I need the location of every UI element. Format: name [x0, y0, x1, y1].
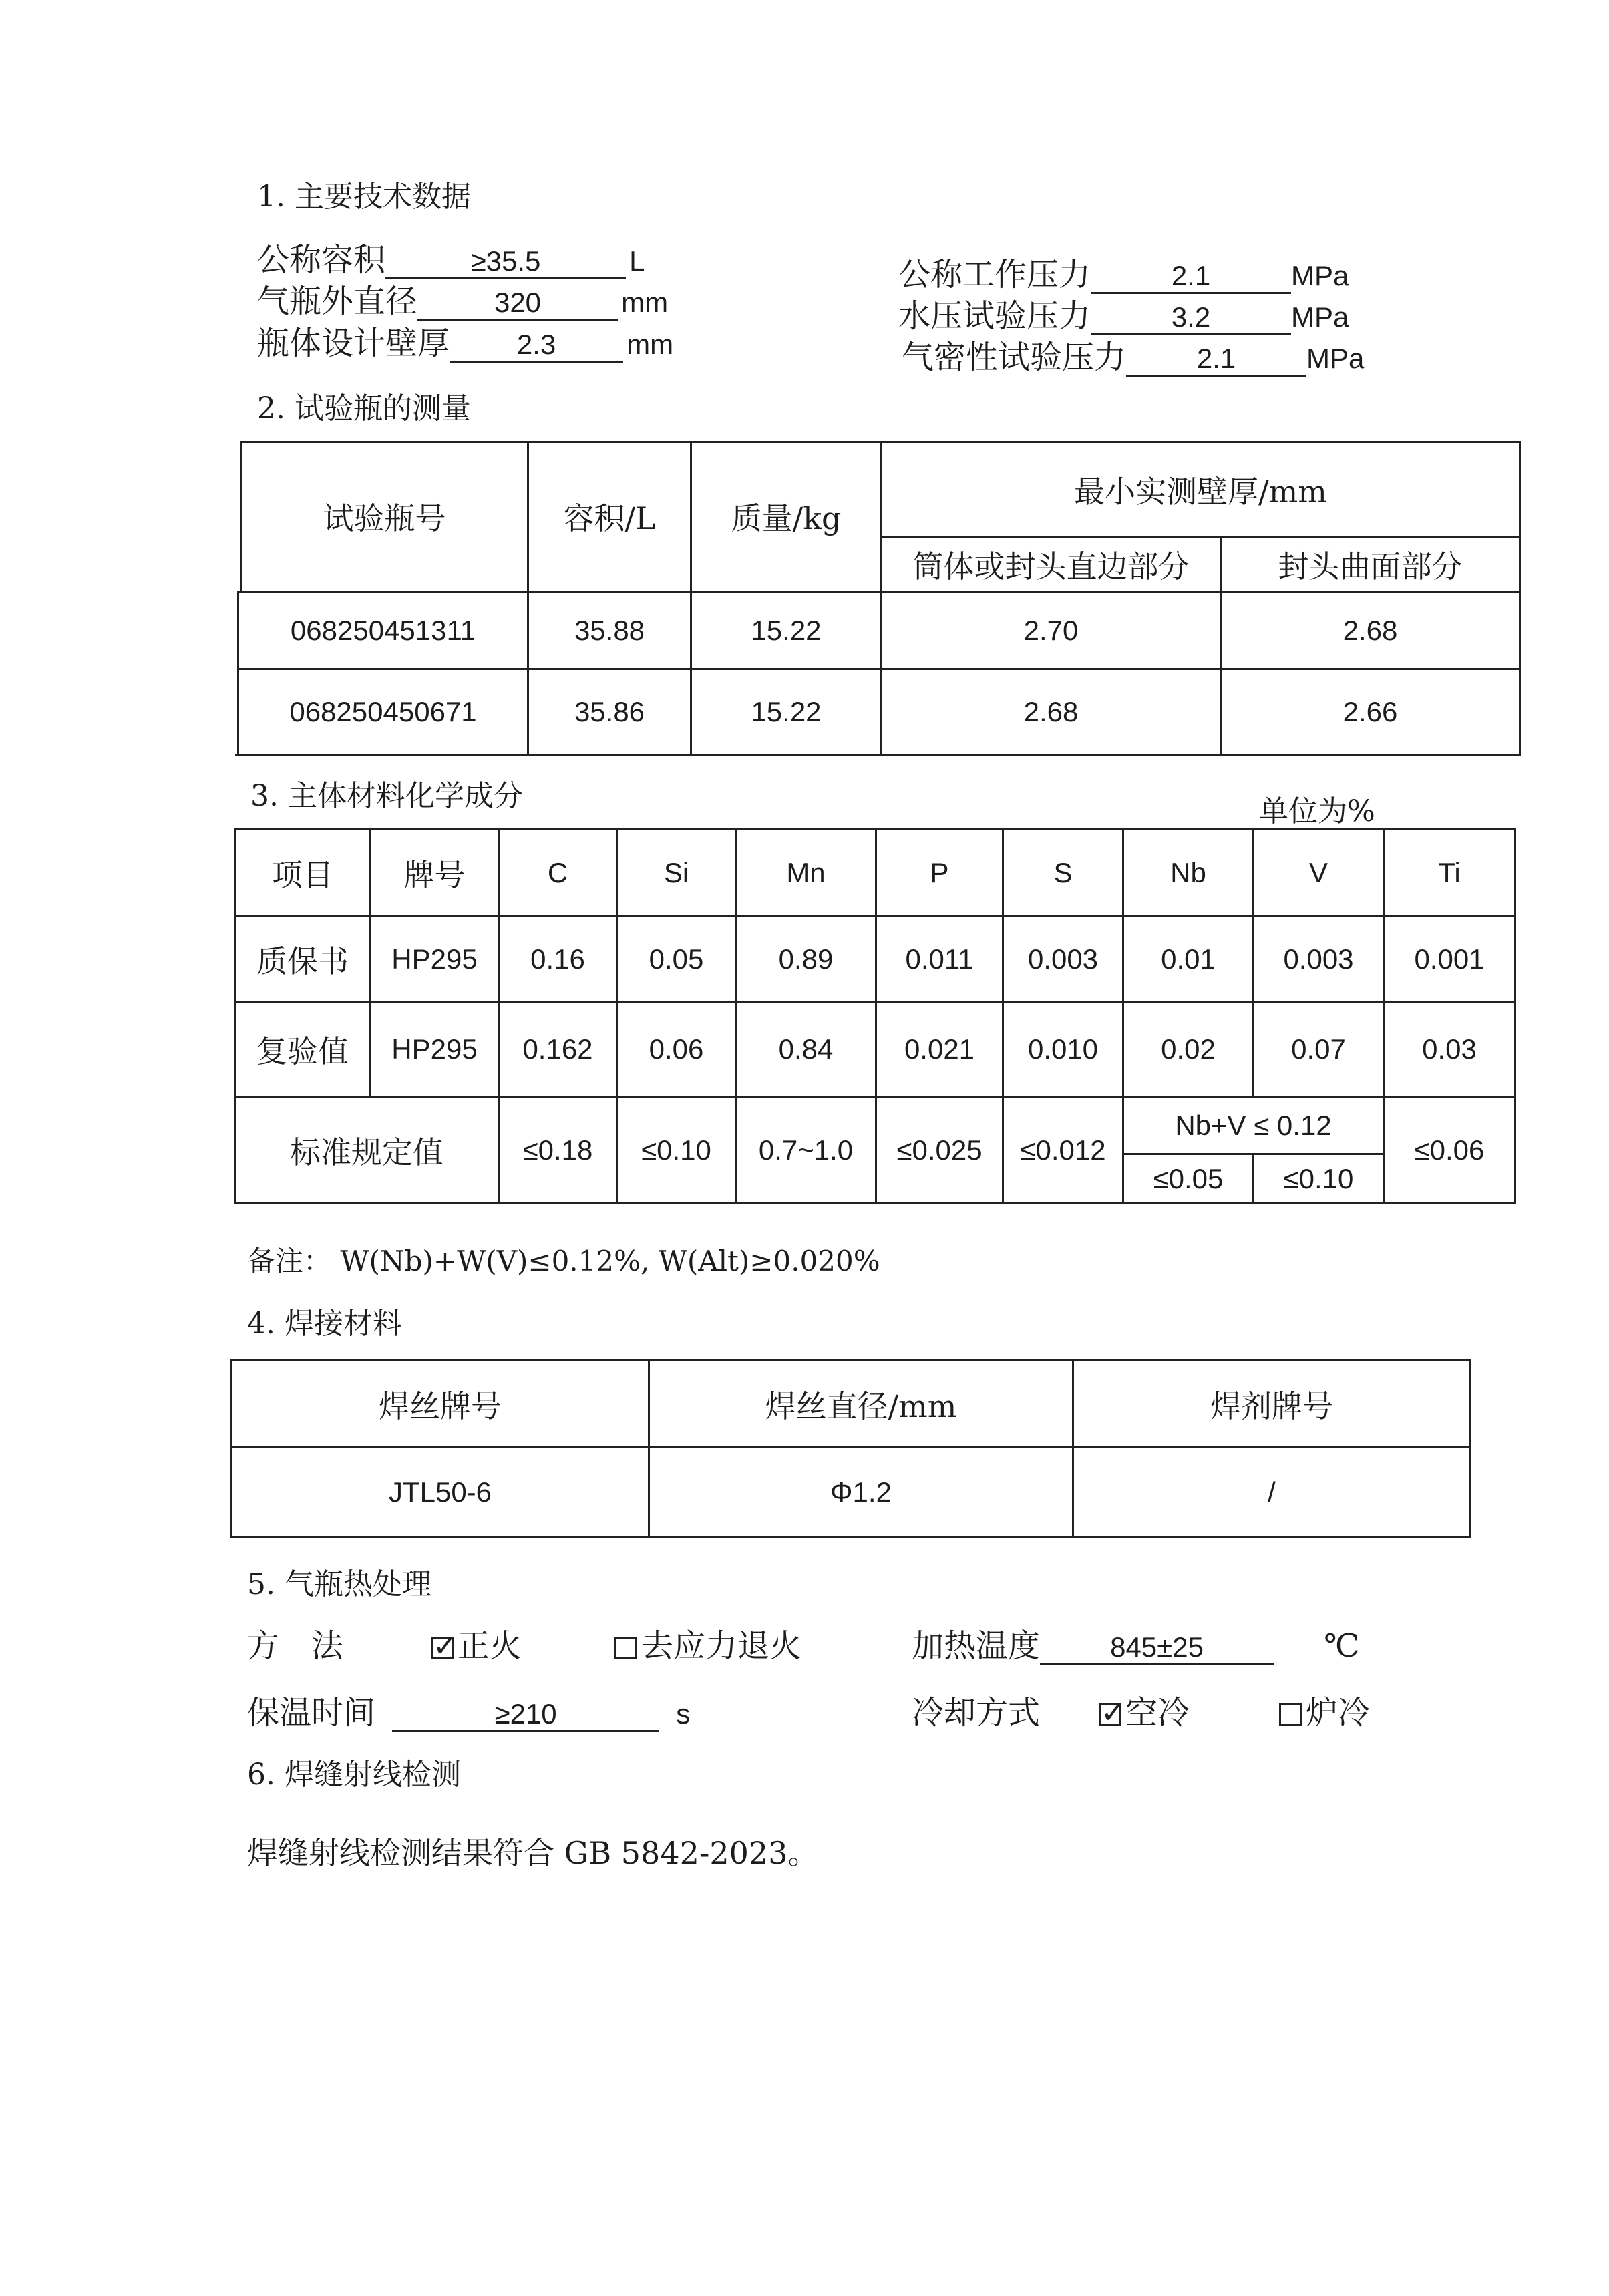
- mn-cell: 0.89: [778, 943, 834, 975]
- c-cell: 0.162: [522, 1033, 593, 1065]
- section-6-heading: 6. 焊缝射线检测: [247, 1758, 461, 1792]
- curved-cell: 2.66: [1343, 695, 1398, 727]
- ti-cell: 0.001: [1414, 943, 1485, 975]
- unit-note: 单位为%: [1259, 794, 1375, 828]
- section-3-heading: 3. 主体材料化学成分: [250, 779, 523, 813]
- s-cell: 0.010: [1027, 1033, 1099, 1065]
- std-mn: 0.7~1.0: [758, 1134, 854, 1166]
- furnace-cool-option[interactable]: [1279, 1687, 1370, 1733]
- work-pressure-row: [898, 249, 1349, 295]
- hold-unit: s: [676, 1698, 691, 1730]
- hold-row: [247, 1687, 690, 1733]
- header-bottle-no: 试验瓶号: [323, 500, 446, 536]
- wire-diameter-cell: Φ1.2: [830, 1476, 892, 1508]
- si-cell: 0.05: [649, 943, 704, 975]
- work-pressure-value: 2.1: [1091, 260, 1291, 294]
- chem-header-nb: Nb: [1170, 856, 1206, 888]
- chem-header-ti: Ti: [1438, 856, 1461, 888]
- hydro-pressure-value: 3.2: [1091, 301, 1291, 335]
- chem-header-grade: 牌号: [403, 856, 466, 893]
- temp-row: [912, 1620, 1360, 1666]
- leak-pressure-row: [902, 331, 1364, 377]
- nb-cell: 0.01: [1161, 943, 1216, 975]
- v-cell: 0.07: [1291, 1033, 1346, 1065]
- straight-cell: 2.68: [1023, 695, 1079, 727]
- std-v: ≤0.10: [1283, 1162, 1354, 1194]
- std-nbv: Nb+V ≤ 0.12: [1175, 1109, 1332, 1141]
- mn-cell: 0.84: [778, 1033, 834, 1065]
- c-cell: 0.16: [530, 943, 585, 975]
- temp-label: 加热温度: [912, 1627, 1041, 1665]
- leak-pressure-value: 2.1: [1126, 343, 1306, 377]
- chem-header-c: C: [547, 856, 568, 888]
- si-cell: 0.06: [649, 1033, 704, 1065]
- header-mass: 质量/kg: [731, 500, 842, 536]
- hydro-pressure-unit: MPa: [1291, 301, 1349, 333]
- thickness-row: [257, 317, 673, 363]
- mass-cell: 15.22: [751, 614, 822, 646]
- v-cell: 0.003: [1283, 943, 1354, 975]
- std-label: 标准规定值: [290, 1134, 443, 1170]
- ti-cell: 0.03: [1422, 1033, 1477, 1065]
- hold-label: 保温时间: [247, 1694, 376, 1732]
- table-row: 复验值: [256, 1033, 349, 1070]
- std-ti: ≤0.06: [1414, 1134, 1485, 1166]
- diameter-row: [257, 275, 668, 321]
- stress-relief-label: 去应力退火: [641, 1627, 802, 1665]
- chem-header-mn: Mn: [786, 856, 826, 888]
- p-cell: 0.011: [905, 943, 974, 975]
- capacity-unit: L: [629, 245, 645, 277]
- chem-remark: 备注： W(Nb)+W(V)≤0.12%, W(Alt)≥0.020%: [247, 1245, 880, 1277]
- leak-pressure-unit: MPa: [1306, 343, 1365, 374]
- chem-header-si: Si: [663, 856, 689, 888]
- method-label: 方 法: [247, 1627, 344, 1665]
- cool-label: 冷却方式: [912, 1694, 1041, 1732]
- capacity-label: 公称容积: [257, 241, 386, 279]
- radiography-result: 焊缝射线检测结果符合 GB 5842-2023。: [247, 1835, 819, 1871]
- mass-cell: 15.22: [751, 695, 822, 727]
- chem-header-s: S: [1053, 856, 1073, 888]
- table-row: 068250451311: [290, 614, 476, 646]
- diameter-value: 320: [417, 287, 618, 321]
- work-pressure-label: 公称工作压力: [898, 256, 1091, 293]
- diameter-unit: mm: [621, 287, 669, 318]
- header-straight: 筒体或封头直边部分: [912, 548, 1190, 585]
- temp-unit: ℃: [1324, 1627, 1360, 1665]
- weld-header-wire-diameter: 焊丝直径/mm: [765, 1387, 957, 1424]
- grade-cell: HP295: [391, 943, 478, 975]
- normalize-label: 正火: [458, 1627, 522, 1665]
- weld-header-flux-grade: 焊剂牌号: [1210, 1387, 1333, 1424]
- curved-cell: 2.68: [1343, 614, 1398, 646]
- diameter-label: 气瓶外直径: [257, 283, 418, 320]
- stress-relief-option[interactable]: [614, 1620, 801, 1666]
- thickness-value: 2.3: [450, 329, 623, 363]
- std-p: ≤0.025: [896, 1134, 982, 1166]
- thickness-unit: mm: [627, 329, 674, 360]
- table-row: 068250450671: [289, 695, 477, 727]
- capacity-row: [257, 234, 645, 280]
- temp-value: 845±25: [1040, 1631, 1274, 1665]
- work-pressure-unit: MPa: [1291, 260, 1349, 291]
- air-cool-checkbox[interactable]: [1099, 1703, 1121, 1726]
- std-si: ≤0.10: [641, 1134, 711, 1166]
- volume-cell: 35.86: [574, 695, 645, 727]
- nb-cell: 0.02: [1161, 1033, 1216, 1065]
- hydro-pressure-row: [898, 290, 1349, 336]
- section-1-heading: 1. 主要技术数据: [257, 180, 471, 214]
- flux-grade-cell: /: [1268, 1476, 1276, 1508]
- air-cool-option[interactable]: [1099, 1687, 1190, 1733]
- p-cell: 0.021: [904, 1033, 975, 1065]
- std-nb: ≤0.05: [1153, 1162, 1224, 1194]
- hydro-pressure-label: 水压试验压力: [898, 297, 1091, 335]
- chem-header-p: P: [930, 856, 949, 888]
- capacity-value: ≥35.5: [385, 245, 626, 279]
- straight-cell: 2.70: [1023, 614, 1079, 646]
- normalize-checkbox[interactable]: [431, 1637, 454, 1659]
- stress-relief-checkbox[interactable]: [614, 1637, 637, 1659]
- hold-value: ≥210: [392, 1698, 659, 1732]
- header-volume: 容积/L: [563, 500, 656, 536]
- air-cool-label: 空冷: [1125, 1694, 1190, 1732]
- leak-pressure-label: 气密性试验压力: [902, 339, 1127, 376]
- chem-header-v: V: [1308, 856, 1328, 888]
- grade-cell: HP295: [391, 1033, 478, 1065]
- table-row: 质保书: [256, 943, 349, 979]
- section-4-heading: 4. 焊接材料: [247, 1307, 402, 1341]
- std-s: ≤0.012: [1020, 1134, 1106, 1166]
- header-curved: 封头曲面部分: [1278, 548, 1463, 585]
- furnace-cool-checkbox[interactable]: [1279, 1703, 1302, 1726]
- volume-cell: 35.88: [574, 614, 645, 646]
- weld-header-wire-grade: 焊丝牌号: [379, 1387, 502, 1424]
- s-cell: 0.003: [1027, 943, 1099, 975]
- table-row: JTL50-6: [388, 1476, 492, 1508]
- normalize-option[interactable]: [431, 1620, 522, 1666]
- std-c: ≤0.18: [522, 1134, 593, 1166]
- section-2-heading: 2. 试验瓶的测量: [257, 391, 471, 426]
- furnace-cool-label: 炉冷: [1306, 1694, 1371, 1732]
- thickness-label: 瓶体设计壁厚: [257, 325, 450, 362]
- chem-header-item: 项目: [272, 856, 333, 893]
- header-min-wall: 最小实测壁厚/mm: [1074, 473, 1327, 510]
- section-5-heading: 5. 气瓶热处理: [247, 1567, 431, 1601]
